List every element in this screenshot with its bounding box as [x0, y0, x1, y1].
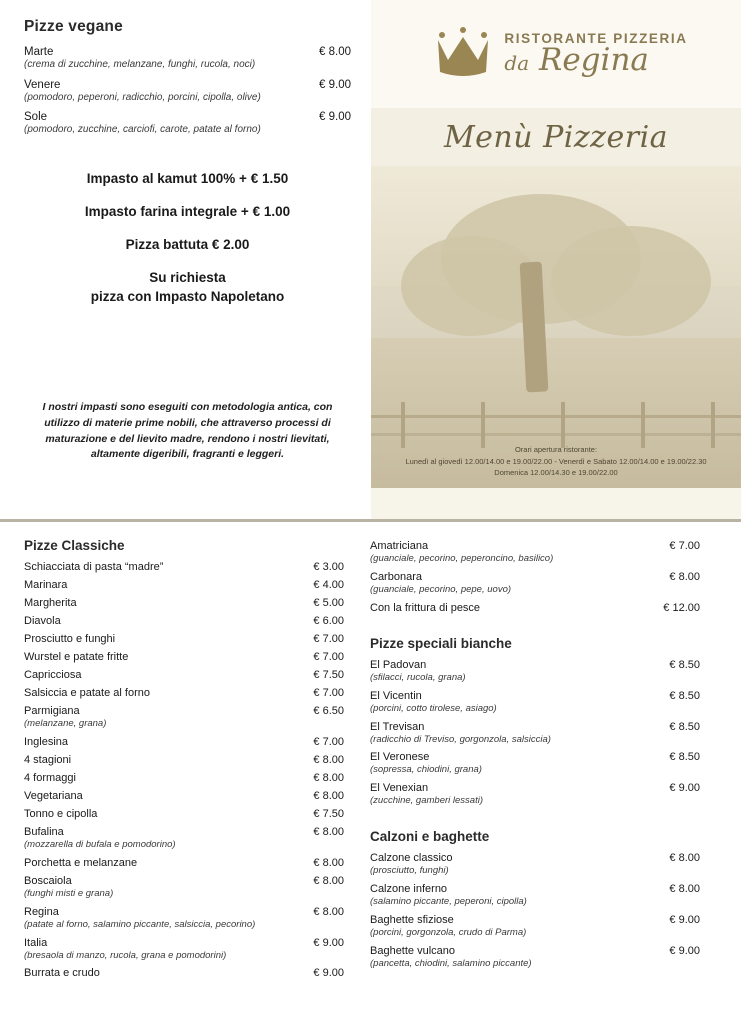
- crown-icon: [432, 26, 494, 82]
- item-name: Margherita: [24, 597, 77, 609]
- list-item: [24, 79, 351, 105]
- item-name: Amatriciana: [370, 540, 429, 552]
- item-name: Sole: [24, 111, 48, 123]
- list-item: [24, 561, 344, 573]
- item-description: (pomodoro, zucchine, carciofi, carote, patate al forno): [24, 124, 261, 135]
- list-item: [24, 705, 344, 730]
- dough-option-integrale: Impasto farina integrale + € 1.00: [84, 203, 291, 219]
- photo-tree-canopy: [551, 226, 711, 336]
- list-item: [24, 651, 344, 663]
- dough-option-kamut: Impasto al kamut 100% + € 1.50: [86, 170, 289, 186]
- item-price: € 8.00: [669, 883, 700, 895]
- list-item: [24, 754, 344, 766]
- list-item: [24, 736, 344, 748]
- item-name: Schiacciata di pasta “madre”: [24, 561, 164, 573]
- item-price: € 7.50: [313, 807, 344, 820]
- item-name: Calzone inferno: [370, 883, 448, 895]
- item-price: € 9.00: [319, 111, 351, 123]
- item-name: Bufalina: [24, 825, 64, 838]
- item-name: Prosciutto e funghi: [24, 633, 116, 645]
- brand-panel: [371, 0, 741, 519]
- item-name: El Padovan: [370, 658, 427, 671]
- item-description: (prosciutto, funghi): [370, 865, 449, 877]
- item-name: Italia: [24, 936, 48, 949]
- item-description: (radicchio di Treviso, gorgonzola, salsiccia): [370, 733, 551, 745]
- list-item: [24, 808, 344, 820]
- list-item: [370, 852, 700, 877]
- item-price: € 7.00: [669, 540, 700, 552]
- list-item: [370, 602, 700, 614]
- item-name: 4 formaggi: [24, 771, 76, 784]
- item-price: € 9.00: [669, 944, 700, 957]
- item-name: Calzone classico: [370, 852, 453, 865]
- item-price: € 8.50: [669, 658, 700, 671]
- item-name: Wurstel e patate fritte: [24, 651, 129, 663]
- opening-hours-sunday: Domenica 12.00/14.30 e 19.00/22.00: [494, 467, 618, 477]
- brand-regina: Regina: [539, 42, 649, 79]
- list-item: [24, 669, 344, 681]
- item-price: € 7.00: [313, 633, 344, 645]
- item-price: € 8.50: [669, 751, 700, 764]
- item-price: € 12.00: [663, 601, 700, 614]
- item-price: € 8.00: [319, 46, 351, 58]
- item-name: Inglesina: [24, 735, 69, 748]
- item-price: € 9.00: [669, 782, 700, 795]
- photo-fence-post: [401, 402, 405, 448]
- item-description: (guanciale, pecorino, peperoncino, basilico): [370, 553, 554, 564]
- page-title: Menù Pizzeria: [443, 119, 669, 155]
- list-item: [370, 914, 700, 939]
- list-item: [370, 945, 700, 970]
- item-price: € 8.00: [313, 789, 344, 802]
- item-name: Capricciosa: [24, 669, 82, 681]
- classic-pizzas-column: [24, 538, 344, 979]
- item-price: € 8.00: [313, 771, 344, 784]
- list-item: [24, 875, 344, 900]
- section-title-white-pizzas: Pizze speciali bianche: [370, 635, 512, 651]
- item-description: (pancetta, chiodini, salamino piccante): [370, 957, 532, 969]
- photo-fence-rail: [371, 415, 741, 418]
- item-name: Porchetta e melanzane: [24, 856, 138, 869]
- list-item: [24, 615, 344, 627]
- item-description: (salamino piccante, peperoni, cipolla): [370, 896, 527, 907]
- item-description: (sfilacci, rucola, grana): [370, 671, 466, 683]
- list-item: [24, 687, 344, 699]
- item-price: € 5.00: [313, 597, 344, 609]
- vegan-pizzas-panel: [0, 0, 371, 519]
- on-request-detail: pizza con Impasto Napoletano: [90, 289, 285, 305]
- list-item: [24, 46, 351, 72]
- item-description: (porcini, gorgonzola, crudo di Parma): [370, 926, 527, 938]
- item-price: € 9.00: [319, 78, 351, 91]
- item-price: € 8.00: [313, 825, 344, 838]
- brand-name: [504, 44, 687, 77]
- list-item: [24, 772, 344, 784]
- item-description: (bresaola di manzo, rucola, grana e pomodorini): [24, 949, 227, 961]
- photo-fence-post: [561, 402, 565, 448]
- item-description: (zucchine, gamberi lessati): [370, 795, 483, 807]
- opening-hours-weekdays: Lunedì al giovedì 12.00/14.00 e 19.00/22.00 - Venerdì e Sabato 12.00/14.00 e 19.00/22.30: [405, 456, 707, 466]
- list-item: [24, 790, 344, 802]
- item-price: € 8.00: [669, 570, 700, 583]
- item-name: Baghette vulcano: [370, 944, 456, 957]
- list-item: [370, 883, 700, 908]
- list-item: [370, 721, 700, 746]
- specialty-pizzas-column: [370, 538, 700, 979]
- list-item: [24, 937, 344, 962]
- bottom-section: [0, 522, 741, 979]
- item-description: (mozzarella di bufala e pomodorino): [24, 838, 176, 850]
- item-name: Boscaiola: [24, 874, 72, 887]
- item-name: El Venexian: [370, 782, 429, 795]
- item-description: (funghi misti e grana): [24, 887, 114, 899]
- item-name: Marte: [24, 46, 54, 58]
- item-price: € 8.00: [313, 856, 344, 869]
- list-item: [370, 659, 700, 684]
- item-description: (melanzane, grana): [24, 718, 107, 729]
- brand-header: [371, 0, 741, 108]
- list-item: [24, 111, 351, 137]
- item-description: (porcini, cotto tirolese, asiago): [370, 702, 497, 714]
- list-item: [370, 571, 700, 596]
- item-name: El Veronese: [370, 751, 430, 764]
- item-description: (patate al forno, salamino piccante, salsiccia, pecorino): [24, 918, 256, 930]
- item-price: € 7.50: [313, 669, 344, 681]
- opening-hours-title: Orari apertura ristorante:: [514, 445, 598, 455]
- item-price: € 8.00: [313, 905, 344, 918]
- list-item: [370, 782, 700, 807]
- photo-fence-post: [641, 402, 645, 448]
- menu-title-band: [371, 108, 741, 166]
- list-item: [370, 540, 700, 565]
- item-price: € 7.00: [313, 735, 344, 748]
- vegan-item-list: [24, 46, 351, 137]
- restaurant-photo: [371, 166, 741, 488]
- photo-fence-post: [711, 402, 715, 448]
- section-title-vegan: Pizze vegane: [24, 18, 123, 35]
- item-name: 4 stagioni: [24, 753, 72, 766]
- item-price: € 7.00: [313, 687, 344, 699]
- item-price: € 6.00: [313, 615, 344, 627]
- item-name: Parmigiana: [24, 705, 80, 717]
- brand-subtitle: RISTORANTE PIZZERIA: [504, 31, 688, 47]
- item-price: € 8.50: [669, 689, 700, 702]
- list-item: [24, 967, 344, 979]
- opening-hours: [371, 444, 741, 478]
- philosophy-text: I nostri impasti sono eseguiti con metodologia antica, con utilizzo di materie prime nobili, che attraverso processi di maturazione e del lievito madre, rendono i nostri lievitati, altamente digeribili, fragranti e leggeri.: [42, 401, 333, 461]
- item-name: Marinara: [24, 579, 68, 591]
- list-item: [24, 633, 344, 645]
- item-price: € 4.00: [313, 579, 344, 591]
- item-name: Salsiccia e patate al forno: [24, 687, 150, 699]
- item-name: Diavola: [24, 615, 61, 627]
- item-price: € 9.00: [669, 913, 700, 926]
- item-name: Baghette sfiziose: [370, 913, 454, 926]
- item-price: € 7.00: [313, 651, 344, 663]
- item-price: € 8.00: [313, 753, 344, 766]
- list-item: [24, 826, 344, 851]
- brand-da: da: [504, 51, 530, 76]
- item-name: Con la frittura di pesce: [370, 601, 481, 614]
- item-price: € 9.00: [313, 936, 344, 949]
- item-price: € 9.00: [313, 967, 344, 980]
- brand-text: [504, 31, 687, 77]
- dough-options: [24, 171, 351, 307]
- list-item: [24, 579, 344, 591]
- item-name: Regina: [24, 905, 59, 918]
- section-title-classic: Pizze Classiche: [24, 538, 125, 553]
- item-description: (pomodoro, peperoni, radicchio, porcini, cipolla, olive): [24, 91, 261, 103]
- item-name: El Vicentin: [370, 689, 422, 702]
- item-price: € 8.50: [669, 720, 700, 733]
- item-name: Vegetariana: [24, 789, 83, 802]
- on-request-title: Su richiesta: [149, 269, 226, 285]
- list-item: [24, 906, 344, 931]
- item-name: El Trevisan: [370, 720, 425, 733]
- item-description: (guanciale, pecorino, pepe, uovo): [370, 583, 512, 595]
- item-price: € 8.00: [669, 852, 700, 865]
- item-description: (crema di zucchine, melanzane, funghi, rucola, noci): [24, 59, 256, 70]
- photo-fence-post: [481, 402, 485, 448]
- photo-fence-rail: [371, 433, 741, 436]
- item-name: Venere: [24, 78, 61, 91]
- item-price: € 3.00: [313, 561, 344, 573]
- dough-option-battuta: Pizza battuta € 2.00: [125, 236, 250, 252]
- list-item: [370, 751, 700, 776]
- list-item: [24, 597, 344, 609]
- item-name: Burrata e crudo: [24, 967, 100, 980]
- item-description: (sopressa, chiodini, grana): [370, 764, 482, 776]
- item-price: € 6.50: [313, 705, 344, 717]
- list-item: [370, 690, 700, 715]
- item-name: Tonno e cipolla: [24, 807, 98, 820]
- section-title-calzoni: Calzoni e baghette: [370, 829, 490, 845]
- item-name: Carbonara: [370, 570, 422, 583]
- item-price: € 8.00: [313, 874, 344, 887]
- list-item: [24, 857, 344, 869]
